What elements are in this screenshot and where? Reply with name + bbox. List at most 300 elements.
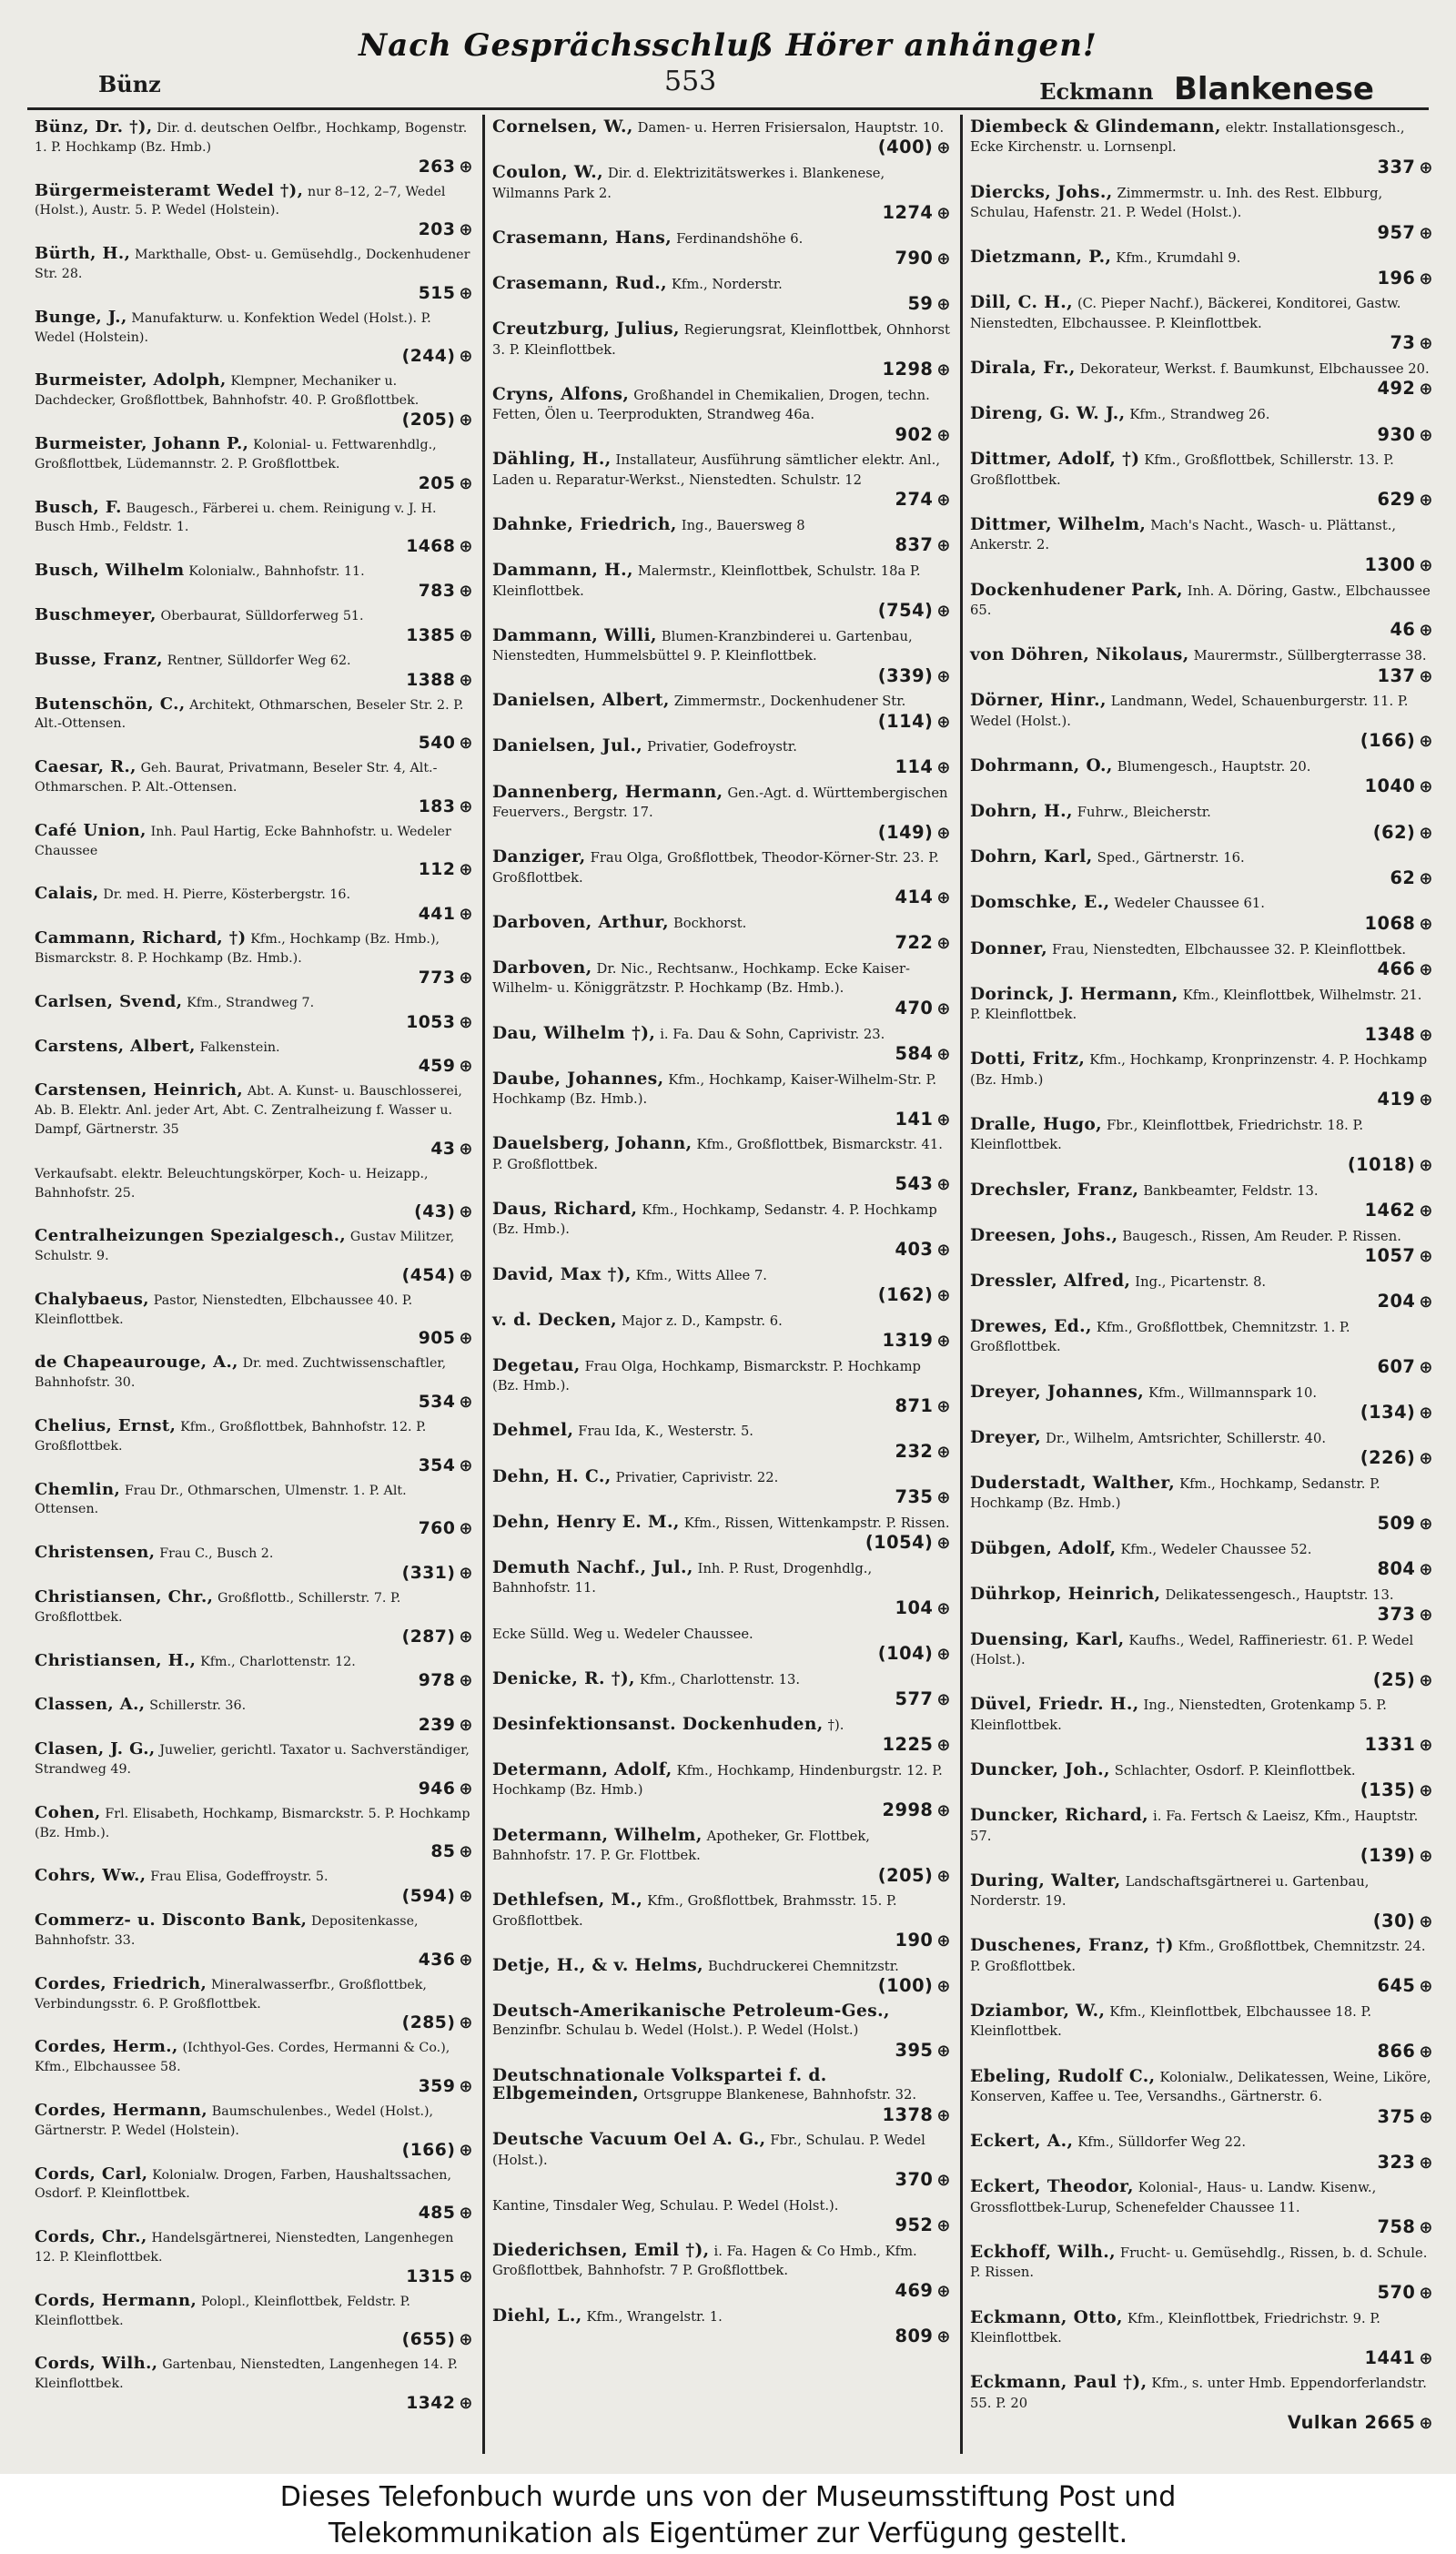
header-locality: Blankenese: [1173, 71, 1374, 107]
entry-phone-number: [492, 823, 951, 844]
entry-name: Christiansen, Chr.,: [35, 1587, 214, 1607]
phone-number-value: 809: [895, 2326, 934, 2347]
entry-phone-number: [492, 137, 951, 158]
telephone-icon: ⊕: [1419, 1404, 1433, 1424]
entry-phone-number: [492, 490, 951, 511]
entry-phone-number: [35, 474, 473, 493]
entry-details: Zimmermstr., Dockenhudener Str.: [673, 694, 906, 710]
entry-phone-number: [492, 2215, 951, 2236]
phone-number-value: (149): [877, 821, 934, 843]
entry-phone-number: [492, 425, 951, 446]
telephone-icon: ⊕: [459, 1139, 473, 1159]
entry-phone-number: [35, 626, 473, 645]
entry-name: Determann, Wilhelm,: [492, 1825, 703, 1845]
entry-details: Fuhrw., Bleicherstr.: [1077, 805, 1211, 821]
entry-phone-number: [970, 2348, 1433, 2369]
phone-number-value: 73: [1390, 332, 1416, 354]
entry-name: Diercks, Johs.,: [970, 182, 1113, 202]
entry-name: Centralheizungen Spezialgesch.,: [35, 1226, 347, 1246]
phone-number-value: (226): [1360, 1447, 1416, 1469]
entry-details: Verkaufsabt. elektr. Beleuchtungskörper, Koch- u. Heizapp., Bahnhofstr. 25.: [35, 1166, 429, 1201]
telephone-icon: ⊕: [459, 1393, 473, 1413]
entry-details: Apotheker, Gr. Flottbek, Bahnhofstr. 17. P. Gr. Flottbek.: [492, 1828, 870, 1864]
telephone-icon: ⊕: [936, 249, 951, 269]
entry-phone-number: [970, 1403, 1433, 1424]
telephone-icon: ⊕: [936, 1396, 951, 1416]
entry-name: Düvel, Friedr. H.,: [970, 1695, 1139, 1715]
entry-details: Klempner, Mechaniker u. Dachdecker, Großflottbek, Bahnhofstr. 40. P. Großflottbek.: [35, 374, 420, 409]
entry-details: Frucht- u. Gemüsehdlg., Rissen, b. d. Schule. P. Rissen.: [970, 2245, 1428, 2281]
phone-number-value: 59: [907, 293, 934, 315]
entry-details: Kfm., Hochkamp (Bz. Hmb.), Bismarckstr. 8. P. Hochkamp (Bz. Hmb.).: [35, 932, 440, 966]
entry-phone-number: [492, 248, 951, 269]
telephone-icon: ⊕: [936, 1645, 951, 1665]
column-2: [482, 115, 960, 2454]
phone-number-value: 577: [895, 1688, 934, 1710]
entry-details: Bankbeamter, Feldstr. 13.: [1143, 1182, 1319, 1199]
header-first-entry: Bünz: [98, 71, 161, 97]
entry-details: Kfm., Hochkamp, Sedanstr. 4. P. Hochkamp (Bz. Hmb.).: [492, 1201, 937, 1238]
entry-details: Frau Olga, Hochkamp, Bismarckstr. P. Hochkamp (Bz. Hmb.).: [492, 1358, 921, 1394]
entry-details: Abt. A. Kunst- u. Bauschlosserei, Ab. B. Elektr. Anl. jeder Art, Abt. C. Zentralheizung f. Wasser u. Dampf, Gärtnerstr. 35: [35, 1084, 462, 1137]
entry-phone-number: [35, 220, 473, 239]
entry-phone-number: [970, 1246, 1433, 1267]
entry-phone-number: [492, 1598, 951, 1619]
entry-name: Dethlefsen, M.,: [492, 1890, 643, 1910]
entry-details: Frau, Nienstedten, Elbchaussee 32. P. Kleinflottbek.: [1052, 941, 1407, 958]
entry-phone-number: [970, 1976, 1433, 1997]
phone-number-value: 783: [418, 581, 456, 601]
phone-number-value: 1298: [882, 358, 934, 380]
entry-name: Dreesen, Johs.,: [970, 1225, 1118, 1245]
phone-number-value: 1385: [406, 625, 456, 645]
telephone-icon: ⊕: [936, 1442, 951, 1462]
entry-name: Dotti, Fritz,: [970, 1049, 1086, 1069]
entry-phone-number: [970, 1201, 1433, 1221]
entry-phone-number: [492, 1396, 951, 1417]
entry-name: Chemlin,: [35, 1479, 121, 1499]
entry-details: Damen- u. Herren Frisiersalon, Hauptstr. 10.: [637, 120, 945, 136]
entry-name: Duderstadt, Walther,: [970, 1473, 1176, 1493]
entry-name: Deutsch-Amerikanische Petroleum-Ges.,: [492, 2002, 890, 2022]
entry-details: Falkenstein.: [199, 1039, 280, 1055]
entry-name: Denicke, R. †),: [492, 1668, 635, 1688]
entry-phone-number: [35, 582, 473, 601]
entry-details: Dr. Nic., Rechtsanw., Hochkamp. Ecke Kaiser-Wilhelm- u. Königgrätzstr. P. Hochkamp (Bz. Hmb.).: [492, 960, 911, 997]
columns: [27, 115, 1442, 2454]
directory-entry: [492, 118, 951, 158]
telephone-icon: ⊕: [1419, 334, 1433, 354]
phone-number-value: 492: [1377, 378, 1416, 400]
directory-entry: [492, 1559, 951, 1619]
entry-name: Cordes, Friedrich,: [35, 1973, 207, 1993]
telephone-icon: ⊕: [459, 1329, 473, 1349]
entry-phone-number: [492, 757, 951, 778]
entry-phone-number: [492, 1285, 951, 1306]
directory-entry: [492, 1891, 951, 1951]
directory-entry: [492, 914, 951, 954]
entry-name: Eckmann, Paul †),: [970, 2373, 1148, 2393]
telephone-icon: ⊕: [1419, 621, 1433, 641]
entry-phone-number: [35, 1842, 473, 1861]
phone-number-value: 1441: [1364, 2346, 1416, 2368]
phone-number-value: 373: [1377, 1604, 1416, 1626]
phone-number-value: 978: [418, 1671, 456, 1691]
telephone-icon: ⊕: [936, 1488, 951, 1508]
phone-number-value: (166): [401, 2140, 456, 2160]
entry-name: Cornelsen, W.,: [492, 117, 633, 137]
entry-details: Kolonialw., Bahnhofstr. 11.: [188, 564, 365, 580]
directory-entry: [492, 320, 951, 380]
telephone-icon: ⊕: [1419, 1449, 1433, 1469]
entry-details: Sped., Gärtnerstr. 16.: [1097, 850, 1245, 867]
telephone-icon: ⊕: [459, 1564, 473, 1584]
entry-name: Domschke, E.,: [970, 893, 1110, 913]
entry-name: Dammann, H.,: [492, 561, 633, 581]
entry-name: Calais,: [35, 884, 99, 904]
phone-number-value: 1225: [882, 1734, 934, 1756]
entry-details: Kfm., Hochkamp, Kaiser-Wilhelm-Str. P. Hochkamp (Bz. Hmb.).: [492, 1071, 937, 1108]
telephone-icon: ⊕: [459, 410, 473, 430]
entry-phone-number: [492, 1735, 951, 1756]
telephone-icon: ⊕: [1419, 914, 1433, 934]
header-rule: [27, 107, 1429, 110]
entry-name: Chelius, Ernst,: [35, 1416, 177, 1436]
telephone-icon: ⊕: [459, 220, 473, 240]
directory-entry: [35, 885, 473, 924]
entry-phone-number: [492, 203, 951, 224]
entry-name: Burmeister, Adolph,: [35, 370, 227, 390]
entry-name: Dietzmann, P.,: [970, 248, 1112, 268]
directory-entry: [492, 275, 951, 315]
directory-entry: [35, 1867, 473, 1906]
telephone-icon: ⊕: [459, 1842, 473, 1862]
directory-entry: [35, 562, 473, 601]
directory-entry: [35, 606, 473, 645]
telephone-icon: ⊕: [459, 2393, 473, 2413]
entry-details: Kfm., Rissen, Wittenkampstr. P. Rissen.: [683, 1515, 950, 1531]
entry-details: Kfm., Wrangelstr. 1.: [586, 2308, 723, 2325]
phone-number-value: 645: [1377, 1975, 1416, 1997]
entry-phone-number: [492, 360, 951, 380]
phone-number-value: 735: [895, 1486, 934, 1508]
entry-details: Architekt, Othmarschen, Beseler Str. 2. P. Alt.-Ottensen.: [35, 697, 464, 732]
telephone-icon: ⊕: [1419, 555, 1433, 575]
entry-details: Kolonial- u. Fettwarenhdlg., Großflottbek, Lüdemannstr. 2. P. Großflottbek.: [35, 437, 437, 471]
directory-entry: [970, 2002, 1433, 2062]
telephone-icon: ⊕: [1419, 1559, 1433, 1579]
phone-number-value: 946: [418, 1779, 456, 1799]
phone-number-value: 722: [895, 932, 934, 954]
telephone-icon: ⊕: [459, 1779, 473, 1799]
directory-entry: [970, 2309, 1433, 2369]
entry-name: Cords, Hermann,: [35, 2290, 197, 2310]
entry-phone-number: [970, 1292, 1433, 1312]
entry-details: Kolonial-, Haus- u. Landw. Kisenw., Grossflottbek-Lurup, Schenefelder Chaussee 11.: [970, 2180, 1377, 2215]
entry-name: Dreyer,: [970, 1427, 1042, 1447]
directory-entry: [35, 2292, 473, 2350]
entry-details: Kfm., Charlottenstr. 12.: [200, 1654, 356, 1669]
telephone-icon: ⊕: [459, 905, 473, 925]
directory-entry: [35, 758, 473, 816]
entry-name: Deutschnationale Volkspartei f. d. Elbgemeinden,: [492, 2065, 827, 2104]
entry-phone-number: [35, 2077, 473, 2096]
telephone-icon: ⊕: [459, 2140, 473, 2160]
directory-entry: [492, 1266, 951, 1306]
entry-details: (C. Pieper Nachf.), Bäckerei, Konditorei, Gastw. Nienstedten, Elbchaussee. P. Kleinflottbek.: [970, 296, 1401, 331]
entry-name: von Döhren, Nikolaus,: [970, 645, 1189, 665]
header-last-entry: [1039, 71, 1374, 107]
entry-name: Duncker, Joh.,: [970, 1760, 1110, 1780]
directory-entry: [492, 959, 951, 1019]
entry-name: Desinfektionsanst. Dockenhuden,: [492, 1714, 824, 1734]
phone-number-value: 758: [1377, 2216, 1416, 2238]
directory-entry: [492, 1025, 951, 1065]
telephone-icon: ⊕: [1419, 1977, 1433, 1997]
entry-details: Großhandel in Chemikalien, Drogen, techn. Fetten, Ölen u. Teerprodukten, Strandweg 46a.: [492, 387, 930, 423]
telephone-icon: ⊕: [936, 295, 951, 315]
directory-entry: [970, 2244, 1433, 2304]
telephone-icon: ⊕: [459, 1057, 473, 1077]
entry-details: Kfm., Großflottbek, Chemnitzstr. 1. P. Großflottbek.: [970, 1319, 1350, 1355]
entry-details: Major z. D., Kampstr. 6.: [621, 1312, 783, 1329]
telephone-icon: ⊕: [936, 712, 951, 732]
directory-entry: [35, 118, 473, 177]
telephone-icon: ⊕: [1419, 2414, 1433, 2434]
entry-name: Dockenhudener Park,: [970, 580, 1183, 600]
telephone-icon: ⊕: [1419, 1781, 1433, 1801]
entry-details: Gustav Militzer, Schulstr. 9.: [35, 1230, 455, 1264]
entry-name: Crasemann, Hans,: [492, 228, 672, 248]
directory-entry: [970, 1586, 1433, 1626]
entry-name: Dittmer, Wilhelm,: [970, 514, 1147, 534]
entry-phone-number: [970, 1025, 1433, 1046]
directory-entry: [970, 940, 1433, 980]
telephone-icon: ⊕: [459, 347, 473, 367]
phone-number-value: 534: [418, 1393, 456, 1413]
entry-name: Cryns, Alfons,: [492, 384, 630, 404]
entry-name: Danziger,: [492, 847, 586, 867]
header-banner: Nach Gesprächsschluß Hörer anhängen!: [359, 27, 1097, 64]
telephone-icon: ⊕: [936, 425, 951, 445]
entry-details: Baugesch., Rissen, Am Reuder. P. Rissen.: [1122, 1228, 1401, 1244]
entry-name: Burmeister, Johann P.,: [35, 433, 249, 453]
entry-phone-number: [35, 1716, 473, 1735]
entry-phone-number: [35, 2141, 473, 2160]
entry-name: Dehn, Henry E. M.,: [492, 1512, 680, 1532]
phone-number-value: (754): [877, 599, 934, 621]
entry-name: Detje, H., & v. Helms,: [492, 1955, 704, 1975]
entry-details: Handelsgärtnerei, Nienstedten, Langenhegen 12. P. Kleinflottbek.: [35, 2231, 454, 2265]
directory-entry: [35, 309, 473, 367]
entry-details: Gen.-Agt. d. Württembergischen Feuervers., Bergstr. 17.: [492, 785, 948, 821]
directory-entry: [492, 1312, 951, 1352]
phone-number-value: (594): [401, 1887, 456, 1907]
entry-name: Eckhoff, Wilh.,: [970, 2243, 1116, 2262]
telephone-icon: ⊕: [459, 670, 473, 690]
entry-name: Busch, F.: [35, 497, 122, 517]
entry-details: Dekorateur, Werkst. f. Baumkunst, Elbchaussee 20.: [1079, 360, 1430, 377]
entry-name: Carlsen, Svend,: [35, 991, 183, 1011]
entry-details: Maurermstr., Süllbergterrasse 38.: [1193, 648, 1427, 664]
entry-name: Darboven, Arthur,: [492, 912, 670, 932]
phone-number-value: (30): [1372, 1910, 1416, 1931]
directory-entry: [35, 822, 473, 880]
entry-details: Kfm., Großflottbek, Bismarckstr. 41. P. Großflottbek.: [492, 1137, 943, 1172]
telephone-icon: ⊕: [936, 1175, 951, 1195]
entry-phone-number: [492, 2326, 951, 2347]
entry-phone-number: [970, 666, 1433, 687]
phone-number-value: 570: [1377, 2281, 1416, 2303]
phone-number-value: 1378: [882, 2103, 934, 2125]
telephone-icon: ⊕: [1419, 1025, 1433, 1045]
entry-name: Carstensen, Heinrich,: [35, 1080, 244, 1100]
telephone-icon: ⊕: [936, 757, 951, 777]
entry-phone-number: [970, 868, 1433, 889]
telephone-icon: ⊕: [936, 204, 951, 224]
column-3: [960, 115, 1442, 2454]
entry-details: Mineralwasserfbr., Großflottbek, Verbindungsstr. 6. P. Großflottbek.: [35, 1977, 427, 2012]
entry-name: Dorinck, J. Hermann,: [970, 984, 1178, 1004]
entry-phone-number: [492, 1487, 951, 1508]
directory-entry: [35, 1081, 473, 1158]
entry-name: Buschmeyer,: [35, 604, 157, 624]
phone-number-value: (1054): [864, 1532, 934, 1554]
directory-entry: [970, 248, 1433, 289]
entry-name: Deutsche Vacuum Oel A. G.,: [492, 2130, 766, 2150]
phone-number-value: 1057: [1364, 1245, 1416, 1267]
telephone-icon: ⊕: [936, 536, 951, 556]
directory-entry: [970, 646, 1433, 686]
phone-number-value: 540: [418, 734, 456, 754]
entry-details: Blumen-Kranzbinderei u. Gartenbau, Nienstedten, Hummelsbüttel 9. P. Kleinflottbek.: [492, 628, 913, 664]
directory-entry: [970, 1872, 1433, 1932]
entry-phone-number: [970, 333, 1433, 354]
telephone-icon: ⊕: [1419, 1357, 1433, 1377]
phone-number-value: 1040: [1364, 775, 1416, 797]
entry-details: Kantine, Tinsdaler Weg, Schulau. P. Wedel (Holst.).: [492, 2197, 839, 2214]
entry-details: Frau Ida, K., Westerstr. 5.: [578, 1424, 753, 1440]
telephone-icon: ⊕: [1419, 1736, 1433, 1756]
entry-name: Carstens, Albert,: [35, 1036, 196, 1056]
entry-details: Frau C., Busch 2.: [159, 1546, 274, 1562]
entry-name: Dauelsberg, Johann,: [492, 1134, 693, 1154]
directory-entry: [35, 2355, 473, 2413]
entry-phone-number: [492, 1331, 951, 1352]
phone-number-value: 114: [895, 755, 934, 777]
entry-name: Chalybaeus,: [35, 1289, 149, 1309]
directory-entry: [492, 1957, 951, 1997]
entry-name: Diederichsen, Emil †),: [492, 2241, 710, 2260]
entry-details: Kfm., Strandweg 7.: [187, 995, 315, 1010]
entry-details: Zimmermstr. u. Inh. des Rest. Elbburg, Schulau, Hafenstr. 21. P. Wedel (Holst.).: [970, 185, 1383, 221]
entry-phone-number: [492, 1644, 951, 1665]
entry-phone-number: [35, 1013, 473, 1032]
entry-name: Daus, Richard,: [492, 1199, 638, 1219]
phone-number-value: 196: [1377, 267, 1416, 289]
entry-details: Pastor, Nienstedten, Elbchaussee 40. P. Kleinflottbek.: [35, 1292, 413, 1327]
directory-entry: [970, 1761, 1433, 1801]
entry-details: Großflottb., Schillerstr. 7. P. Großflottbek.: [35, 1591, 401, 1625]
telephone-icon: ⊕: [936, 601, 951, 621]
directory-entry: [970, 2178, 1433, 2238]
entry-details: Landmann, Wedel, Schauenburgerstr. 11. P. Wedel (Holst.).: [970, 694, 1409, 729]
entry-details: Schillerstr. 36.: [149, 1698, 247, 1714]
entry-phone-number: [35, 671, 473, 690]
entry-details: Kfm., Strandweg 26.: [1129, 407, 1270, 423]
directory-entry: [970, 757, 1433, 797]
entry-phone-number: [492, 1240, 951, 1261]
telephone-icon: ⊕: [1419, 666, 1433, 686]
entry-phone-number: [970, 1090, 1433, 1110]
entry-details: Kfm., Hochkamp, Sedanstr. P. Hochkamp (Bz. Hmb.): [970, 1475, 1380, 1512]
directory-entry: [35, 2165, 473, 2224]
entry-details: Dr. med. Zuchtwissenschaftler, Bahnhofstr. 30.: [35, 1356, 447, 1391]
entry-name: Café Union,: [35, 820, 147, 840]
phone-number-value: 203: [418, 220, 456, 240]
phone-number-value: (139): [1360, 1845, 1416, 1867]
telephone-icon: ⊕: [936, 1240, 951, 1260]
entry-details: Ecke Sülld. Weg u. Wedeler Chaussee.: [492, 1626, 753, 1642]
entry-phone-number: [970, 1780, 1433, 1801]
entry-details: Ing., Nienstedten, Grotenkamp 5. P. Kleinflottbek.: [970, 1698, 1387, 1733]
telephone-icon: ⊕: [936, 138, 951, 158]
telephone-icon: ⊕: [459, 1519, 473, 1539]
entry-phone-number: [492, 1976, 951, 1997]
directory-entry: [970, 1696, 1433, 1756]
directory-entry: [970, 1272, 1433, 1312]
entry-name: Bürgermeisteramt Wedel †),: [35, 180, 304, 200]
entry-name: Dohrmann, O.,: [970, 755, 1113, 775]
phone-number-value: 183: [418, 796, 456, 816]
telephone-icon: ⊕: [1419, 1155, 1433, 1175]
phone-number-value: 403: [895, 1238, 934, 1260]
phone-number-value: 1462: [1364, 1199, 1416, 1221]
phone-number-value: 1053: [406, 1012, 456, 1032]
phone-number-value: 232: [895, 1440, 934, 1462]
phone-number-value: 485: [418, 2204, 456, 2224]
entry-details: Dir. d. Elektrizitätswerkes i. Blankenese, Wilmanns Park 2.: [492, 166, 885, 201]
entry-phone-number: [35, 157, 473, 177]
entry-phone-number: [35, 860, 473, 879]
entry-phone-number: [970, 555, 1433, 576]
entry-phone-number: [970, 1605, 1433, 1626]
directory-entry: [492, 1761, 951, 1821]
phone-number-value: 1315: [406, 2266, 456, 2286]
entry-phone-number: [970, 620, 1433, 641]
phone-number-value: (287): [401, 1627, 456, 1647]
telephone-icon: ⊕: [459, 1265, 473, 1285]
entry-details: Kfm., Hochkamp, Kronprinzenstr. 4. P. Hochkamp (Bz. Hmb.): [970, 1052, 1428, 1088]
telephone-icon: ⊕: [936, 2105, 951, 2125]
entry-name: Dau, Wilhelm †),: [492, 1023, 656, 1043]
phone-number-value: 1319: [882, 1330, 934, 1352]
entry-name: v. d. Decken,: [492, 1310, 618, 1330]
entry-details: Landschaftsgärtnerei u. Gartenbau, Norderstr. 19.: [970, 1873, 1370, 1910]
entry-phone-number: [492, 933, 951, 954]
entry-name: Drechsler, Franz,: [970, 1180, 1139, 1200]
entry-details: Dir. d. deutschen Oelfbr., Hochkamp, Bogenstr. 1. P. Hochkamp (Bz. Hmb.): [35, 121, 468, 155]
phone-number-value: 804: [1377, 1557, 1416, 1579]
directory-entry: [970, 582, 1433, 642]
entry-details: i. Fa. Fertsch & Laeisz, Kfm., Hauptstr. 57.: [970, 1809, 1419, 1844]
entry-phone-number: [492, 712, 951, 733]
entry-details: (Ichthyol-Ges. Cordes, Hermanni & Co.), Kfm., Elbchaussee 58.: [35, 2041, 450, 2075]
telephone-icon: ⊕: [459, 1012, 473, 1032]
phone-number-value: 1348: [1364, 1023, 1416, 1045]
entry-phone-number: [35, 2204, 473, 2223]
phone-number-value: (134): [1360, 1402, 1416, 1424]
